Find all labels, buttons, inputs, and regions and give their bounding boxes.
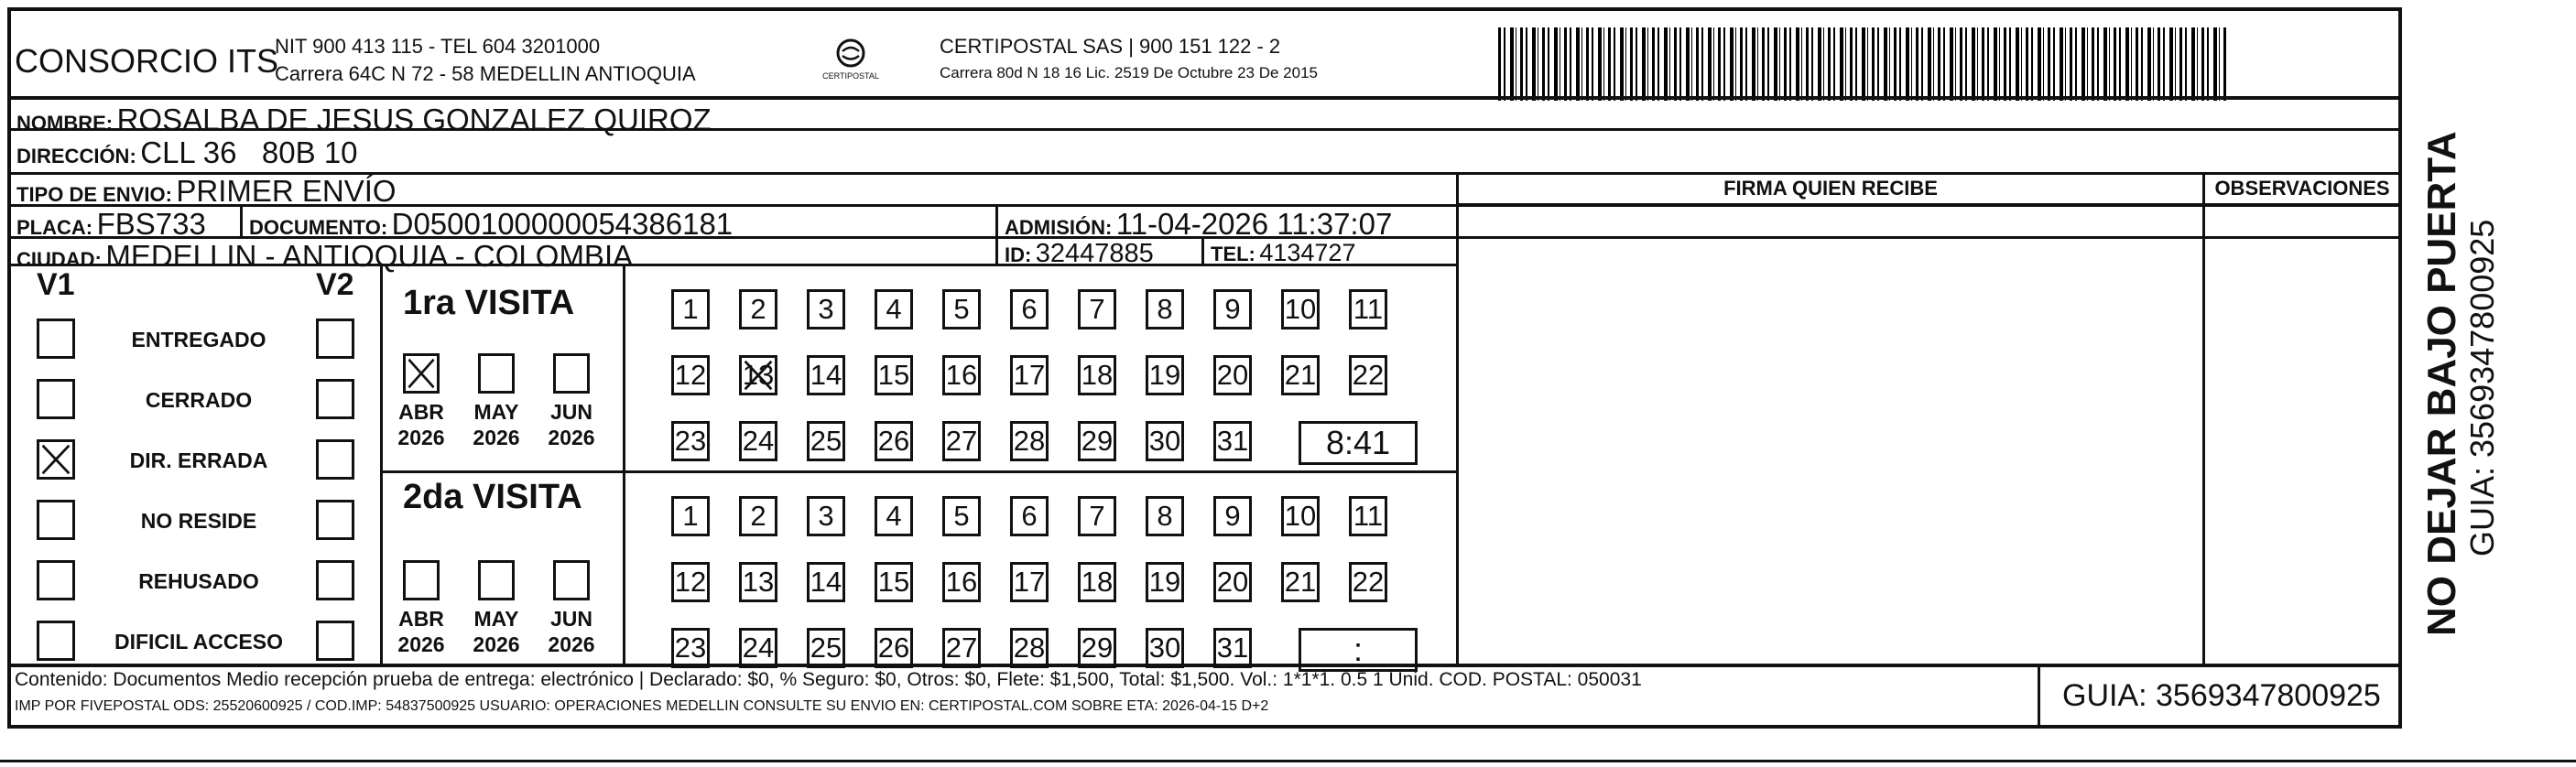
- day-box[interactable]: [875, 496, 913, 536]
- month-label: [539, 399, 603, 450]
- month-name: JUN: [549, 400, 592, 424]
- x-mark-icon: [742, 358, 775, 393]
- placa-value: FBS733: [96, 207, 206, 241]
- tipo-envio-value: PRIMER ENVÍO: [176, 174, 397, 208]
- day-number: 7: [1089, 500, 1105, 532]
- day-box[interactable]: [942, 355, 981, 395]
- admision-value: 11-04-2026 11:37:07: [1115, 207, 1393, 241]
- day-box[interactable]: [807, 355, 845, 395]
- month-name: MAY: [473, 607, 519, 631]
- day-number: 24: [742, 425, 775, 457]
- v2-label: V2: [316, 267, 354, 302]
- day-number: 26: [877, 425, 910, 457]
- day-number: 23: [674, 632, 707, 664]
- month-year: 2026: [473, 632, 520, 656]
- day-box[interactable]: [671, 562, 710, 602]
- month-year: 2026: [548, 632, 595, 656]
- month-checkbox[interactable]: [478, 353, 515, 394]
- month-label: [539, 606, 603, 657]
- time-value: 8:41: [1325, 424, 1391, 461]
- day-number: 30: [1148, 425, 1181, 457]
- day-number: 31: [1216, 425, 1249, 457]
- day-number: 6: [1021, 293, 1038, 325]
- day-box[interactable]: [1010, 562, 1049, 602]
- nombre-label: NOMBRE:: [16, 112, 114, 135]
- day-box[interactable]: [1213, 289, 1252, 329]
- courier-line2: Carrera 80d N 18 16 Lic. 2519 De Octubre 23 De 2015: [940, 64, 1318, 81]
- day-box[interactable]: [807, 289, 845, 329]
- month-name: ABR: [398, 607, 444, 631]
- day-box[interactable]: [1349, 496, 1387, 536]
- month-checkbox[interactable]: [478, 560, 515, 600]
- day-number: 25: [810, 425, 842, 457]
- placa-label: PLACA:: [16, 216, 93, 239]
- v1-checkbox[interactable]: [37, 379, 75, 419]
- v1-checkbox[interactable]: [37, 439, 75, 480]
- visit1-title: 1ra VISITA: [403, 284, 575, 322]
- day-number: 8: [1157, 293, 1173, 325]
- day-number: 25: [810, 632, 842, 664]
- v2-checkbox[interactable]: [316, 379, 354, 419]
- day-box[interactable]: [1146, 628, 1184, 668]
- status-label: ENTREGADO: [131, 328, 266, 351]
- day-number: 12: [674, 359, 707, 391]
- day-box[interactable]: [671, 421, 710, 461]
- day-number: 20: [1216, 566, 1249, 598]
- day-number: 3: [818, 293, 834, 325]
- month-year: 2026: [548, 426, 595, 449]
- day-number: 6: [1021, 500, 1038, 532]
- month-checkbox[interactable]: [403, 560, 440, 600]
- v1-checkbox[interactable]: [37, 560, 75, 600]
- day-number: 3: [818, 500, 834, 532]
- day-box[interactable]: [1078, 496, 1116, 536]
- day-number: 29: [1081, 425, 1114, 457]
- day-box[interactable]: [1146, 355, 1184, 395]
- documento-value: D0500100000054386181: [391, 207, 734, 241]
- day-box[interactable]: [1349, 355, 1387, 395]
- documento-field: [249, 207, 733, 242]
- time-box[interactable]: [1299, 421, 1418, 465]
- company-name: CONSORCIO ITS: [15, 42, 279, 80]
- day-number: 13: [742, 359, 775, 391]
- day-number: 9: [1224, 500, 1241, 532]
- day-box[interactable]: [942, 421, 981, 461]
- day-box[interactable]: [1010, 628, 1049, 668]
- day-number: 5: [953, 500, 970, 532]
- day-box[interactable]: [739, 628, 777, 668]
- month-label: [389, 399, 453, 450]
- day-box[interactable]: [1146, 289, 1184, 329]
- day-box[interactable]: [1146, 562, 1184, 602]
- v1-checkbox[interactable]: [37, 621, 75, 661]
- day-number: 2: [750, 500, 766, 532]
- day-box[interactable]: [1213, 355, 1252, 395]
- month-checkbox[interactable]: [553, 353, 590, 394]
- time-value: :: [1353, 631, 1363, 668]
- v1-label: V1: [37, 267, 75, 302]
- day-number: 14: [810, 566, 842, 598]
- day-box[interactable]: [1213, 628, 1252, 668]
- day-number: 26: [877, 632, 910, 664]
- tipo-envio-label: TIPO DE ENVIO:: [16, 183, 172, 206]
- day-number: 8: [1157, 500, 1173, 532]
- month-year: 2026: [473, 426, 520, 449]
- day-number: 18: [1081, 566, 1114, 598]
- courier-line1: CERTIPOSTAL SAS | 900 151 122 - 2: [940, 35, 1281, 58]
- x-mark-icon: [406, 356, 437, 391]
- day-box[interactable]: [1078, 562, 1116, 602]
- direccion-row: [16, 135, 358, 170]
- day-box[interactable]: [1349, 562, 1387, 602]
- day-box[interactable]: [1281, 289, 1320, 329]
- logo-text: CERTIPOSTAL: [822, 71, 879, 81]
- day-box[interactable]: [1078, 289, 1116, 329]
- day-box[interactable]: [1078, 355, 1116, 395]
- status-label: REHUSADO: [138, 569, 259, 593]
- day-box[interactable]: [1146, 421, 1184, 461]
- day-number: 28: [1013, 425, 1046, 457]
- day-number: 2: [750, 293, 766, 325]
- day-number: 7: [1089, 293, 1105, 325]
- day-number: 16: [945, 359, 978, 391]
- day-number: 15: [877, 566, 910, 598]
- day-box[interactable]: [1281, 562, 1320, 602]
- day-number: 11: [1353, 293, 1384, 325]
- day-number: 14: [810, 359, 842, 391]
- day-number: 31: [1216, 632, 1249, 664]
- day-box[interactable]: [1010, 421, 1049, 461]
- day-box[interactable]: [739, 421, 777, 461]
- day-number: 22: [1352, 359, 1385, 391]
- month-year: 2026: [397, 632, 445, 656]
- day-box[interactable]: [1078, 628, 1116, 668]
- day-box[interactable]: [739, 562, 777, 602]
- day-box[interactable]: [1349, 289, 1387, 329]
- v2-checkbox[interactable]: [316, 500, 354, 540]
- day-box[interactable]: [807, 421, 845, 461]
- day-box[interactable]: [942, 289, 981, 329]
- day-box[interactable]: [1010, 289, 1049, 329]
- footer-line1: Contenido: Documentos Medio recepción prueba de entrega: electrónico | Declarado: $0, % Seguro: $0, Otros: $0, Flete: $1,500, Total: $1,500. Vol.: 1*1*1. 0.5 1 Unid. COD. POSTAL: 050031: [15, 669, 1642, 690]
- admision-label: ADMISIÓN:: [1005, 216, 1113, 239]
- month-name: MAY: [473, 400, 519, 424]
- direccion-value: CLL 36 80B 10: [140, 135, 358, 169]
- day-number: 21: [1284, 566, 1317, 598]
- day-box[interactable]: [875, 421, 913, 461]
- day-box[interactable]: [671, 628, 710, 668]
- v1-checkbox[interactable]: [37, 319, 75, 359]
- day-box[interactable]: [807, 628, 845, 668]
- day-number: 9: [1224, 293, 1241, 325]
- footer-guia: GUIA: 3569347800925: [2062, 678, 2381, 713]
- day-number: 1: [682, 293, 699, 325]
- bottom-rule: [0, 760, 2576, 762]
- day-number: 16: [945, 566, 978, 598]
- day-box[interactable]: [875, 355, 913, 395]
- day-box[interactable]: [1213, 496, 1252, 536]
- ciudad-label: CIUDAD:: [16, 248, 102, 271]
- day-number: 1: [682, 500, 699, 532]
- day-number: 4: [886, 500, 902, 532]
- day-box[interactable]: [1281, 496, 1320, 536]
- day-box[interactable]: [1146, 496, 1184, 536]
- status-label: CERRADO: [145, 388, 253, 412]
- id-label: ID:: [1005, 243, 1032, 266]
- day-box[interactable]: [1213, 421, 1252, 461]
- day-box[interactable]: [807, 496, 845, 536]
- nombre-row: [16, 103, 712, 137]
- ciudad-value: MEDELLIN - ANTIOQUIA - COLOMBIA: [105, 239, 634, 273]
- month-year: 2026: [397, 426, 445, 449]
- day-number: 28: [1013, 632, 1046, 664]
- firma-header: FIRMA QUIEN RECIBE: [1723, 177, 1938, 200]
- day-box[interactable]: [1281, 355, 1320, 395]
- v2-checkbox[interactable]: [316, 621, 354, 661]
- day-box[interactable]: [942, 562, 981, 602]
- day-number: 4: [886, 293, 902, 325]
- admision-field: [1005, 207, 1392, 242]
- day-number: 17: [1013, 359, 1046, 391]
- month-label: [464, 399, 528, 450]
- day-number: 27: [945, 632, 978, 664]
- day-number: 12: [674, 566, 707, 598]
- day-number: 27: [945, 425, 978, 457]
- day-box[interactable]: [1010, 355, 1049, 395]
- nombre-value: ROSALBA DE JESUS GONZALEZ QUIROZ: [116, 103, 712, 136]
- day-number: 29: [1081, 632, 1114, 664]
- status-label: DIR. ERRADA: [129, 448, 268, 472]
- observaciones-header: OBSERVACIONES: [2214, 177, 2390, 200]
- day-box[interactable]: [1213, 562, 1252, 602]
- day-box[interactable]: [942, 628, 981, 668]
- visit2-title: 2da VISITA: [403, 478, 582, 516]
- day-number: 30: [1148, 632, 1181, 664]
- side-guia: GUIA: 3569347800925: [2463, 219, 2501, 556]
- status-label: DIFICIL ACCESO: [114, 630, 283, 654]
- day-number: 24: [742, 632, 775, 664]
- footer-line2: IMP POR FIVEPOSTAL ODS: 25520600925 / COD.IMP: 54837500925 USUARIO: OPERACIONES MEDELLIN CONSULTE SU ENVIO EN: CERTIPOSTAL.COM SOBRE ETA: 2026-04-15 D+2: [15, 698, 1269, 714]
- day-number: 18: [1081, 359, 1114, 391]
- status-label: NO RESIDE: [140, 509, 257, 533]
- day-number: 19: [1148, 566, 1181, 598]
- day-box[interactable]: [739, 355, 777, 395]
- day-number: 11: [1353, 500, 1384, 532]
- v2-checkbox[interactable]: [316, 319, 354, 359]
- day-number: 10: [1284, 293, 1317, 325]
- month-label: [464, 606, 528, 657]
- day-number: 17: [1013, 566, 1046, 598]
- month-name: JUN: [549, 607, 592, 631]
- day-number: 10: [1284, 500, 1317, 532]
- day-number: 22: [1352, 566, 1385, 598]
- day-number: 21: [1284, 359, 1317, 391]
- tel-value: 4134727: [1259, 239, 1356, 266]
- company-line2: Carrera 64C N 72 - 58 MEDELLIN ANTIOQUIA: [275, 62, 696, 85]
- day-box[interactable]: [739, 496, 777, 536]
- day-box[interactable]: [875, 289, 913, 329]
- day-number: 19: [1148, 359, 1181, 391]
- day-box[interactable]: [671, 289, 710, 329]
- day-box[interactable]: [875, 562, 913, 602]
- month-checkbox[interactable]: [403, 353, 440, 394]
- company-line1: NIT 900 413 115 - TEL 604 3201000: [275, 35, 601, 58]
- id-value: 32447885: [1035, 239, 1154, 268]
- month-name: ABR: [398, 400, 444, 424]
- day-box[interactable]: [942, 496, 981, 536]
- placa-field: [16, 207, 206, 242]
- tel-label: TEL:: [1211, 243, 1255, 265]
- day-box[interactable]: [807, 562, 845, 602]
- side-warning: NO DEJAR BAJO PUERTA: [2419, 131, 2464, 636]
- day-box[interactable]: [739, 289, 777, 329]
- direccion-label: DIRECCIÓN:: [16, 145, 136, 167]
- day-number: 23: [674, 425, 707, 457]
- month-checkbox[interactable]: [553, 560, 590, 600]
- day-number: 13: [742, 566, 775, 598]
- x-mark-icon: [39, 442, 72, 477]
- day-box[interactable]: [1010, 496, 1049, 536]
- documento-label: DOCUMENTO:: [249, 216, 388, 239]
- day-number: 15: [877, 359, 910, 391]
- tipo-envio-row: [16, 174, 397, 209]
- v2-checkbox[interactable]: [316, 560, 354, 600]
- day-box[interactable]: [671, 355, 710, 395]
- v1-checkbox[interactable]: [37, 500, 75, 540]
- v2-checkbox[interactable]: [316, 439, 354, 480]
- month-label: [389, 606, 453, 657]
- day-box[interactable]: [1078, 421, 1116, 461]
- day-number: 5: [953, 293, 970, 325]
- day-box[interactable]: [671, 496, 710, 536]
- day-box[interactable]: [875, 628, 913, 668]
- day-number: 20: [1216, 359, 1249, 391]
